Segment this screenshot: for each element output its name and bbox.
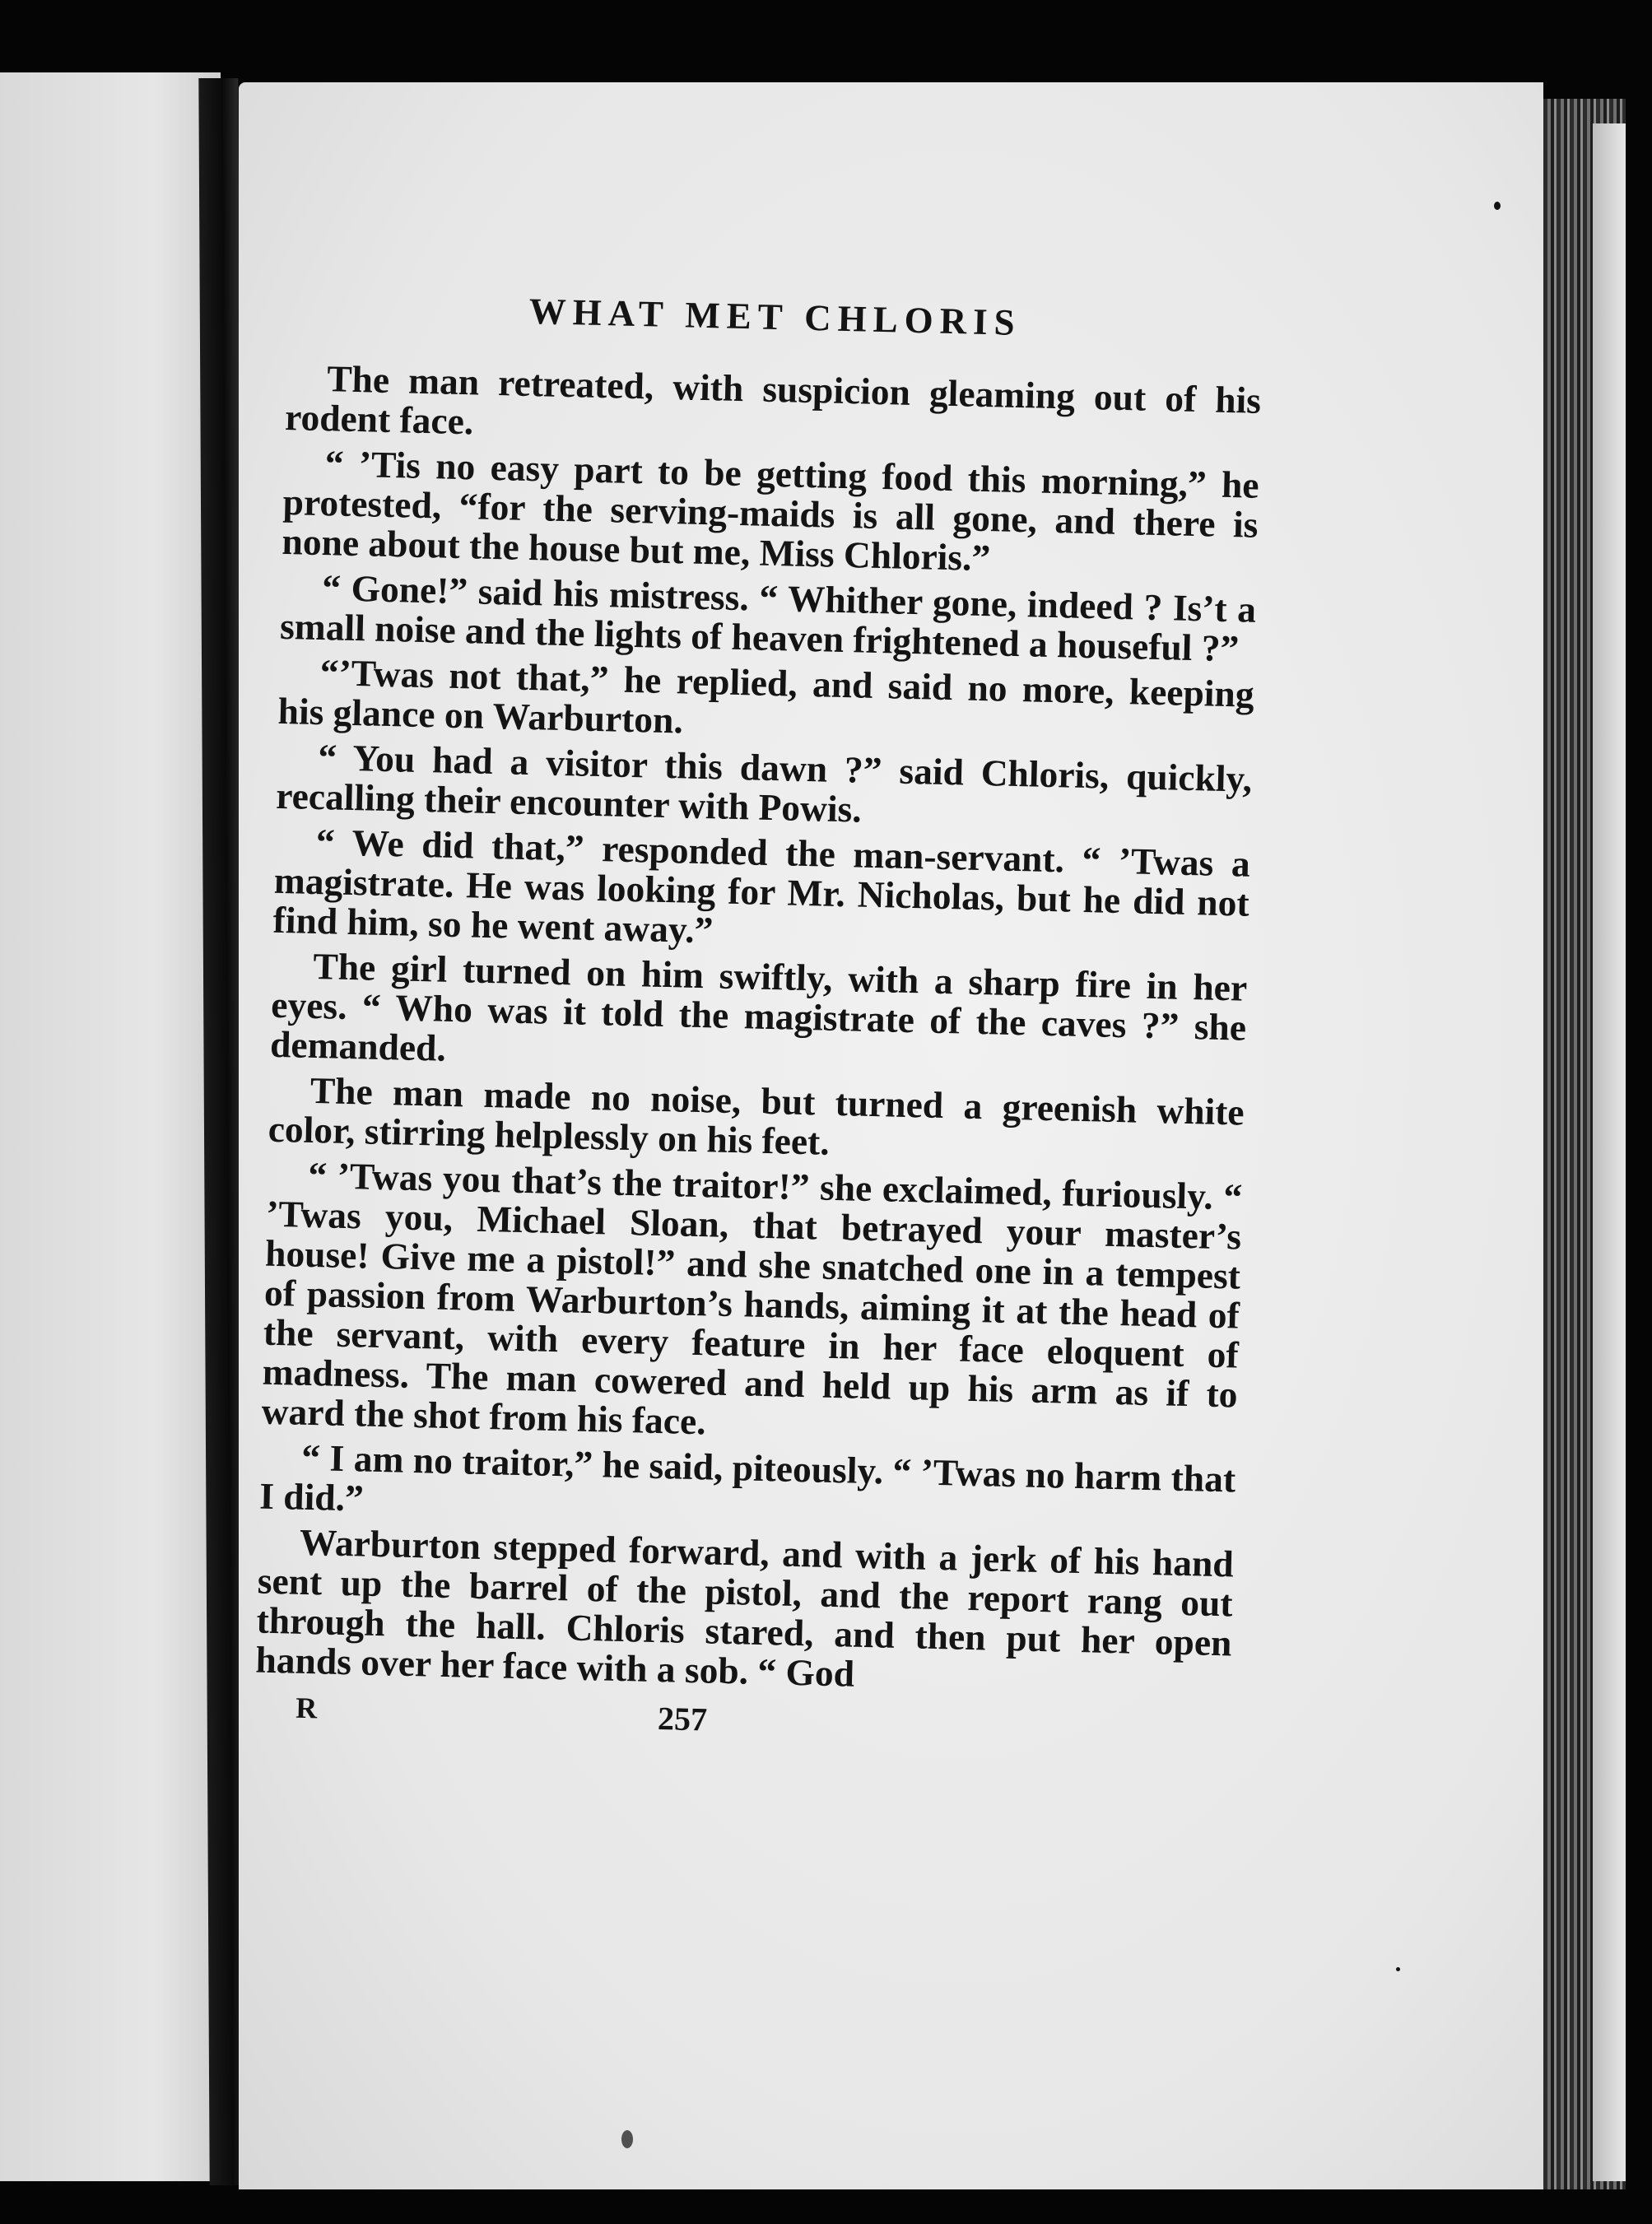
paragraph: “ You had a visitor this dawn ?” said Chloris, quickly, recalling their encounter with Powis.: [275, 736, 1253, 831]
paragraph: “ We did that,” responded the man-servant. “ ’Twas a magistrate. He was looking for Mr. Nicholas, but he did not find him, so he went away.”: [272, 820, 1251, 951]
signature-mark: R: [295, 1691, 318, 1725]
dust-speck: [1396, 1967, 1400, 1971]
paragraph: “ I am no traitor,” he said, piteously. “ ’Twas no harm that I did.”: [258, 1435, 1236, 1519]
page-text: [254, 284, 1263, 1761]
page-number: 257: [657, 1700, 708, 1738]
dust-speck: [621, 2130, 633, 2148]
facing-page: [0, 72, 221, 2181]
paragraph: The man retreated, with suspicion gleaming out of his rodent face.: [284, 357, 1262, 443]
paragraph: “’Twas not that,” he replied, and said no more, keeping his glance on Warburton.: [277, 651, 1255, 742]
paragraph: “ ’Twas you that’s the traitor!” she exclaimed, furiously. “ ’Twas you, Michael Sloan, that betrayed your master’s house! Give me a pistol!” and she snatched one in a tempest of passion from Warburton’s hands, aiming it at the head of the servant, with every feature in her face eloquent of madness. The man cowered and held up his arm as if to ward the shot from his face.: [261, 1153, 1243, 1443]
paragraph: “ ’Tis no easy part to be getting food this morning,” he protested, “for the serving-maids is all gone, and there is none about the house but me, Miss Chloris.”: [282, 442, 1260, 579]
paragraph: Warburton stepped forward, and with a jerk of his hand sent up the barrel of the pistol, and the report rang out through the hall. Chloris stared, and then put her open hands over her face with a sob. “ God: [255, 1520, 1235, 1695]
page-edge-highlight: [1593, 123, 1626, 2181]
paragraph: The man made no noise, but turned a greenish white color, stirring helplessly on his feet.: [268, 1068, 1245, 1163]
dust-speck: [1494, 202, 1501, 210]
paragraph: The girl turned on him swiftly, with a sharp fire in her eyes. “ Who was it told the magistrate of the caves ?” she demanded.: [269, 944, 1248, 1069]
paragraph: “ Gone!” said his mistress. “ Whither gone, indeed ? Is’t a small noise and the lights of heaven frightened a houseful ?”: [279, 566, 1257, 670]
running-head: WHAT MET CHLORIS: [528, 290, 1022, 343]
